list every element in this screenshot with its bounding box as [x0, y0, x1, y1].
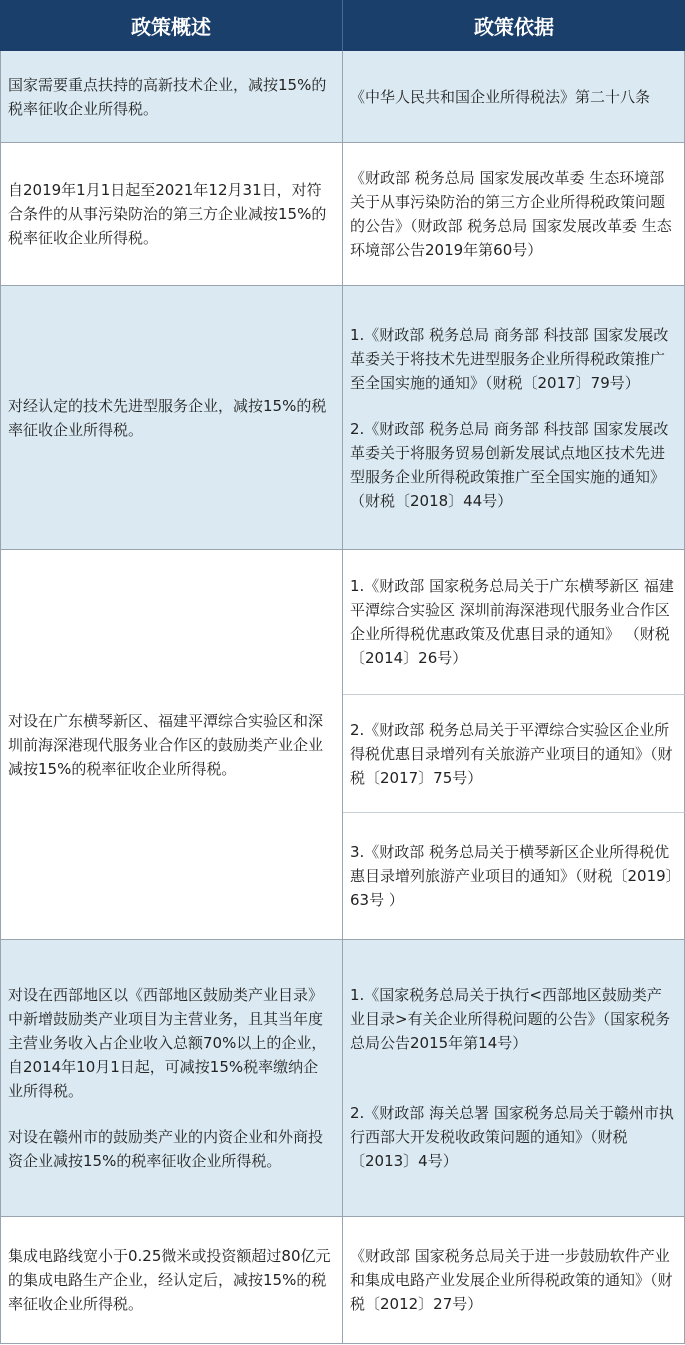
basis-text: 《财政部 国家税务总局关于进一步鼓励软件产业和集成电路产业发展企业所得税政策的通知》（财税〔2012〕27号） [350, 1247, 673, 1313]
basis-text: 2.《财政部 税务总局 商务部 科技部 国家发展改革委关于将服务贸易创新发展试点地区技术先进型服务企业所得税政策推广至全国实施的通知》（财税〔2018〕44号） [350, 419, 669, 510]
row-6-summary [0, 1217, 343, 1344]
basis-text: 2.《财政部 海关总署 国家税务总局关于赣州市执行西部大开发税收政策问题的通知》（财税〔2013〕4号） [350, 1104, 674, 1170]
basis-text: 3.《财政部 税务总局关于横琴新区企业所得税优惠目录增列旅游产业项目的通知》（财税〔2019〕63号 ） [350, 843, 674, 909]
summary-text: 集成电路线宽小于0.25微米或投资额超过80亿元的集成电路生产企业，经认定后，减按15%的税率征收企业所得税。 [8, 1247, 331, 1313]
basis-text: 1.《财政部 税务总局 商务部 科技部 国家发展改革委关于将技术先进型服务企业所得税政策推广至全国实施的通知》（财税〔2017〕79号） [350, 325, 669, 392]
row-4-basis-item-1 [343, 550, 685, 695]
basis-text: 《财政部 税务总局 国家发展改革委 生态环境部关于从事污染防治的第三方企业所得税政策问题的公告》（财政部 税务总局 国家发展改革委 生态环境部公告2019年第60号） [350, 169, 672, 259]
row-3-summary [0, 286, 343, 550]
header-policy-summary: 政策概述 [0, 0, 343, 51]
summary-text: 对设在广东横琴新区、福建平潭综合实验区和深圳前海深港现代服务业合作区的鼓励类产业企业减按15%的税率征收企业所得税。 [8, 711, 324, 778]
row-3-basis [343, 286, 685, 550]
row-4-summary [0, 550, 343, 940]
row-5-basis [343, 940, 685, 1217]
summary-text: 自2019年1月1日起至2021年12月31日，对符合条件的从事污染防治的第三方企业减按15%的税率征收企业所得税。 [8, 181, 327, 247]
row-2-basis [343, 143, 685, 286]
summary-text: 对设在西部地区以《西部地区鼓励类产业目录》中新增鼓励类产业项目为主营业务，且其当年度主营业务收入占企业收入总额70%以上的企业，自2014年10月1日起，可减按15%税率缴纳企业所得税。 [8, 986, 327, 1100]
summary-text: 对设在赣州市的鼓励类产业的内资企业和外商投资企业减按15%的税率征收企业所得税。 [8, 1128, 324, 1170]
basis-text: 1.《财政部 国家税务总局关于广东横琴新区 福建平潭综合实验区 深圳前海深港现代服务业合作区企业所得税优惠政策及优惠目录的通知》 （财税〔2014〕26号） [350, 577, 674, 667]
row-4-basis-item-3 [343, 813, 685, 939]
summary-text: 国家需要重点扶持的高新技术企业，减按15%的税率征收企业所得税。 [8, 75, 327, 118]
row-2-summary [0, 143, 343, 286]
row-6-basis [343, 1217, 685, 1344]
summary-text: 对经认定的技术先进型服务企业，减按15%的税率征收企业所得税。 [8, 396, 327, 439]
basis-text: 《中华人民共和国企业所得税法》第二十八条 [350, 87, 651, 106]
row-5-summary [0, 940, 343, 1217]
row-4-basis-item-2 [343, 695, 685, 813]
basis-text: 2.《财政部 税务总局关于平潭综合实验区企业所得税优惠目录增列有关旅游产业项目的通知》（财税〔2017〕75号） [350, 720, 673, 787]
row-1-basis [343, 51, 685, 143]
row-1-summary [0, 51, 343, 143]
header-policy-basis: 政策依据 [343, 0, 685, 51]
basis-text: 1.《国家税务总局关于执行<西部地区鼓励类产业目录>有关企业所得税问题的公告》（国家税务总局公告2015年第14号） [350, 986, 671, 1052]
